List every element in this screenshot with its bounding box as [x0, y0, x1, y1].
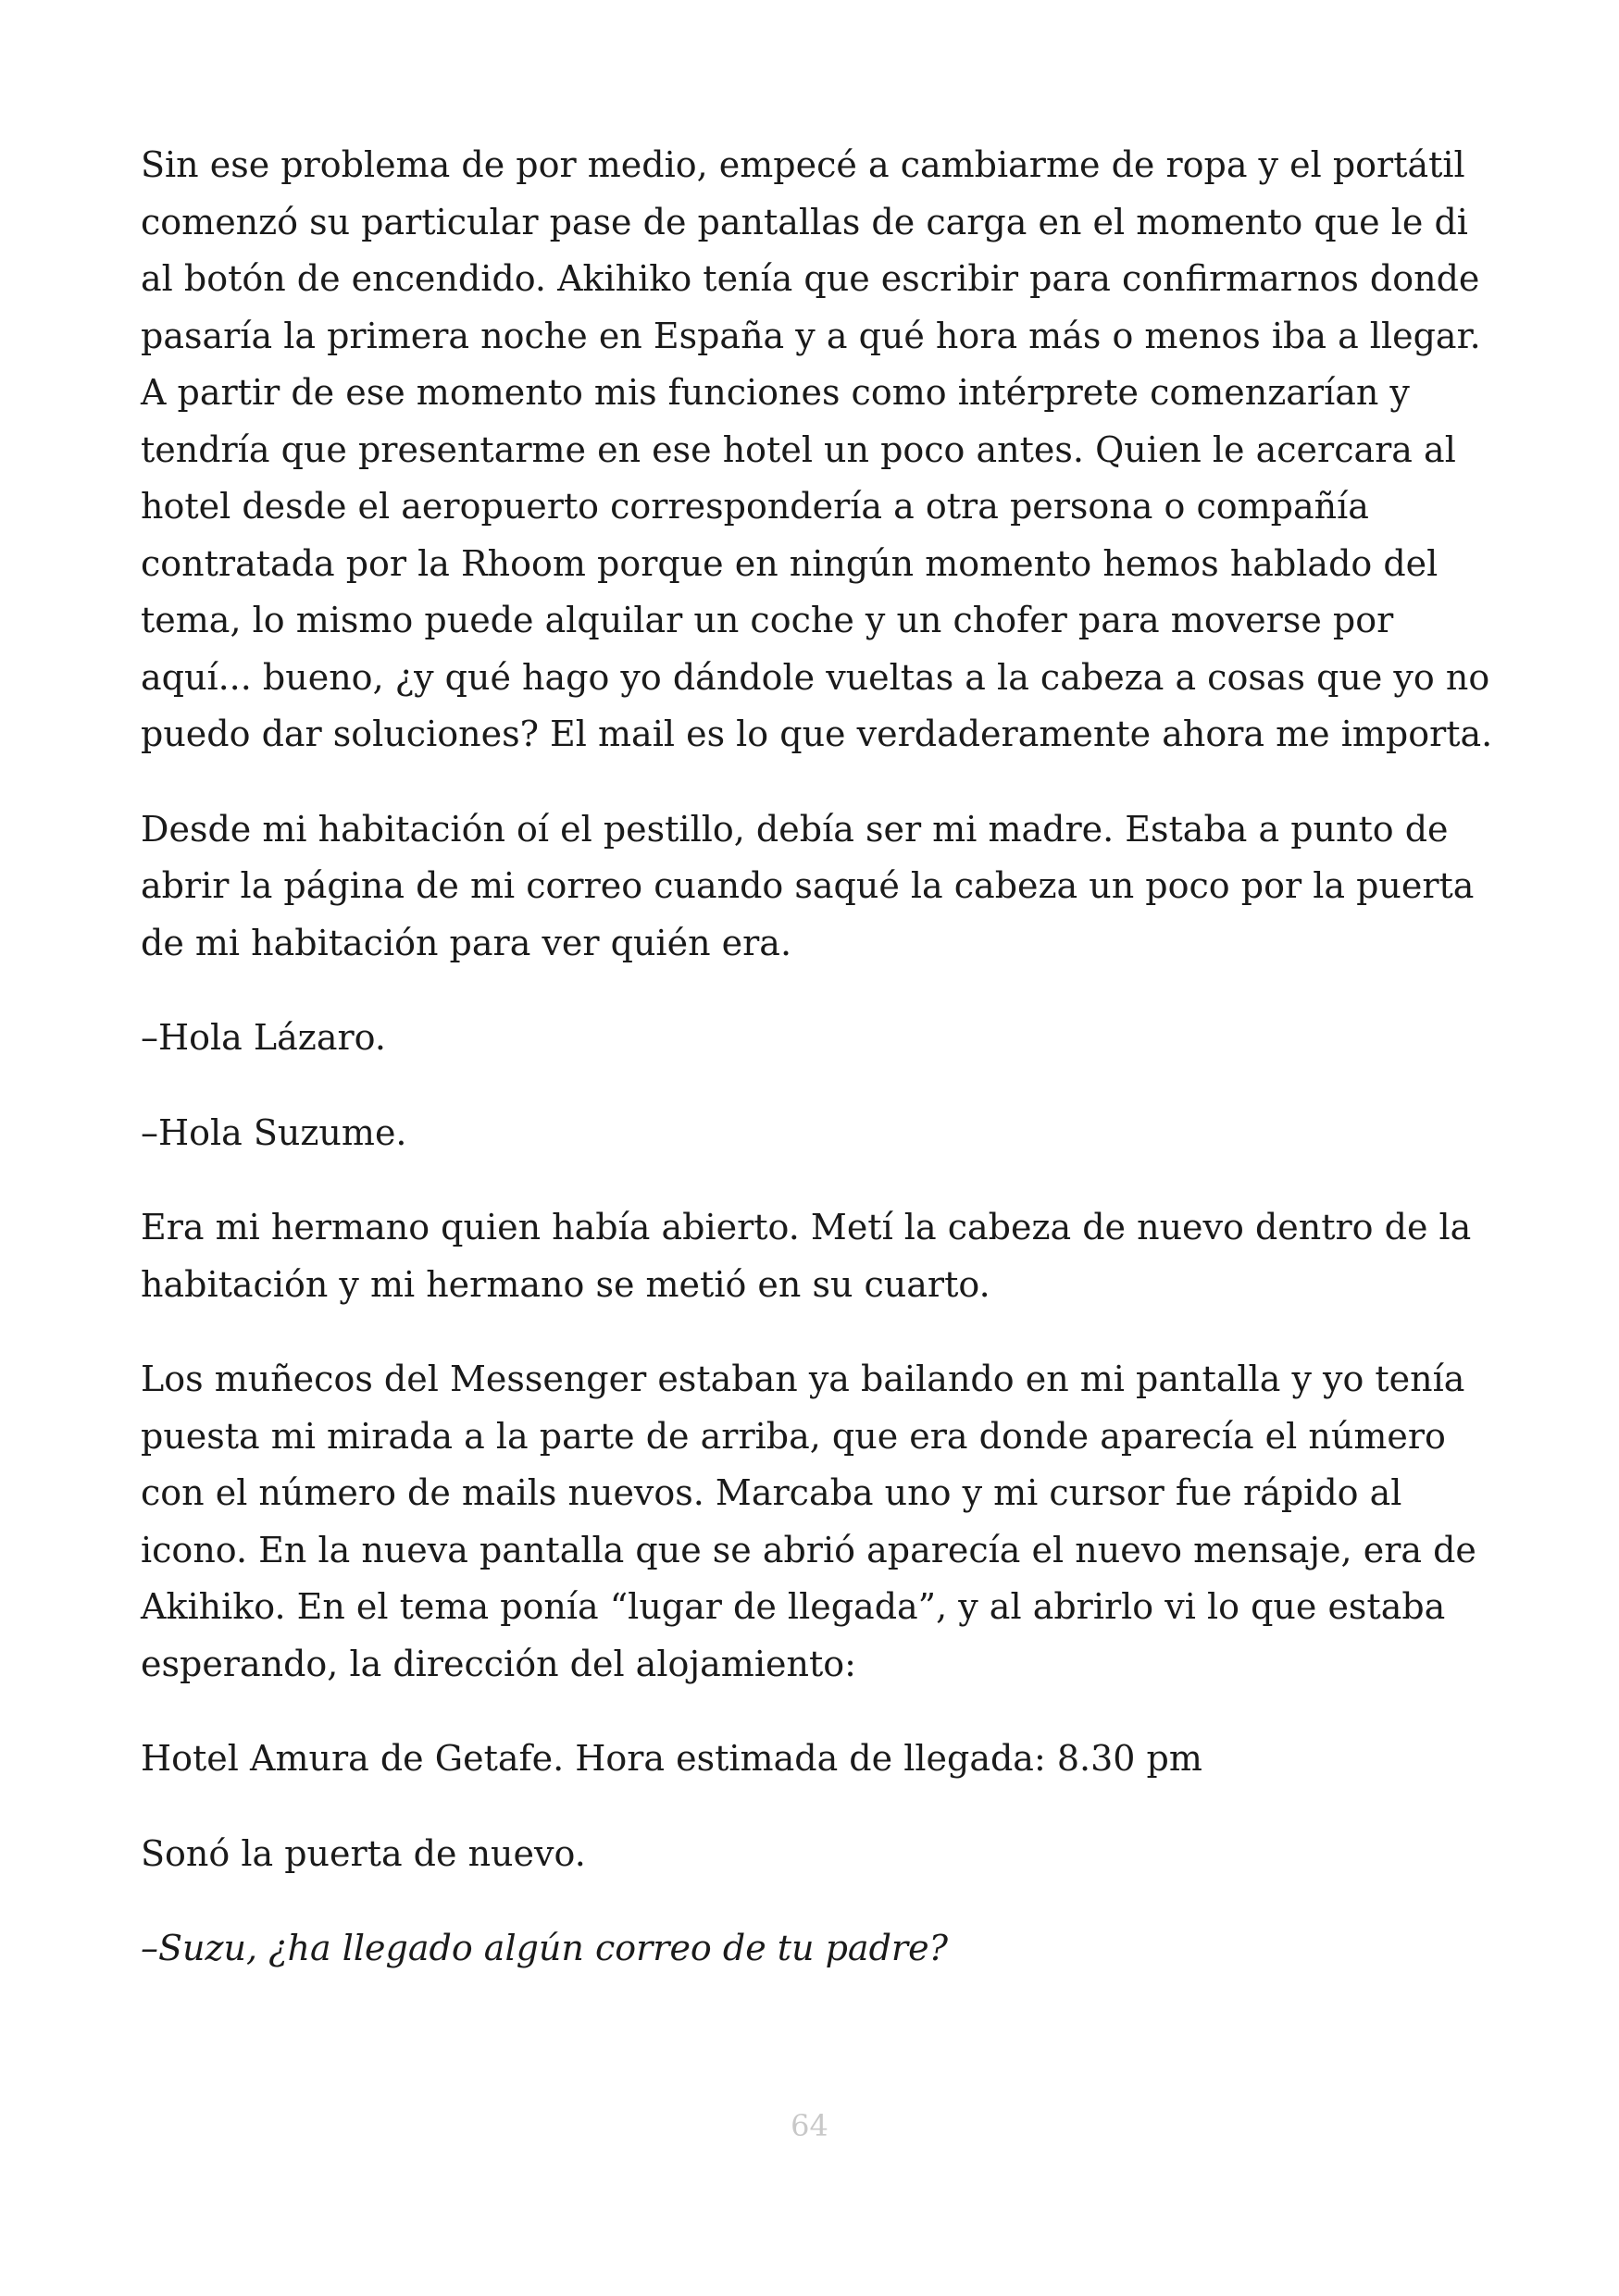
paragraph-1: Sin ese problema de por medio, empecé a cambiarme de ropa y el portátil comenzó su particular pase de pantallas de carga en el momento que le di al botón de encendido. Akihiko tenía que escribir para confirmarnos donde pasaría la primera noche en España y a qué hora más o menos iba a llegar. A partir de ese momento mis funciones como intérprete comenzarían y tendría que presentarme en ese hotel un poco antes. Quien le acercara al hotel desde el aeropuerto correspondería a otra persona o compañía contratada por la Rhoom porque en ningún momento hemos hablado del tema, lo mismo puede alquilar un coche y un chofer para moverse por aquí... bueno, ¿y qué hago yo dándole vueltas a la cabeza a cosas que yo no puedo dar soluciones? El mail es lo que verdaderamente ahora me importa.	[141, 144, 1493, 754]
hotel-info-line: Hotel Amura de Getafe. Hora estimada de llegada: 8.30 pm	[141, 1738, 1202, 1779]
dialogue-line-italic: –Suzu, ¿ha llegado algún correo de tu padre?	[141, 1928, 948, 1968]
paragraph-4: Los muñecos del Messenger estaban ya bailando en mi pantalla y yo tenía puesta mi mirada a la parte de arriba, que era donde aparecía el número con el número de mails nuevos. Marcaba uno y mi cursor fue rápido al icono. En la nueva pantalla que se abrió aparecía el nuevo mensaje, era de Akihiko. En el tema ponía “lugar de llegada”, y al abrirlo vi lo que estaba esperando, la dirección del alojamiento:	[141, 1359, 1476, 1684]
dialogue-line-2: –Hola Suzume.	[141, 1111, 407, 1153]
paragraph-3: Era mi hermano quien había abierto. Metí la cabeza de nuevo dentro de la habitación y mi hermano se metió en su cuarto.	[141, 1207, 1472, 1305]
page-number: 64	[791, 2108, 828, 2143]
paragraph-5: Sonó la puerta de nuevo.	[141, 1832, 586, 1874]
dialogue-line-1: –Hola Lázaro.	[141, 1017, 386, 1058]
paragraph-2: Desde mi habitación oí el pestillo, debía ser mi madre. Estaba a punto de abrir la página de mi correo cuando saqué la cabeza un poco por la puerta de mi habitación para ver quién era.	[141, 808, 1475, 963]
page-body	[141, 137, 1501, 2016]
